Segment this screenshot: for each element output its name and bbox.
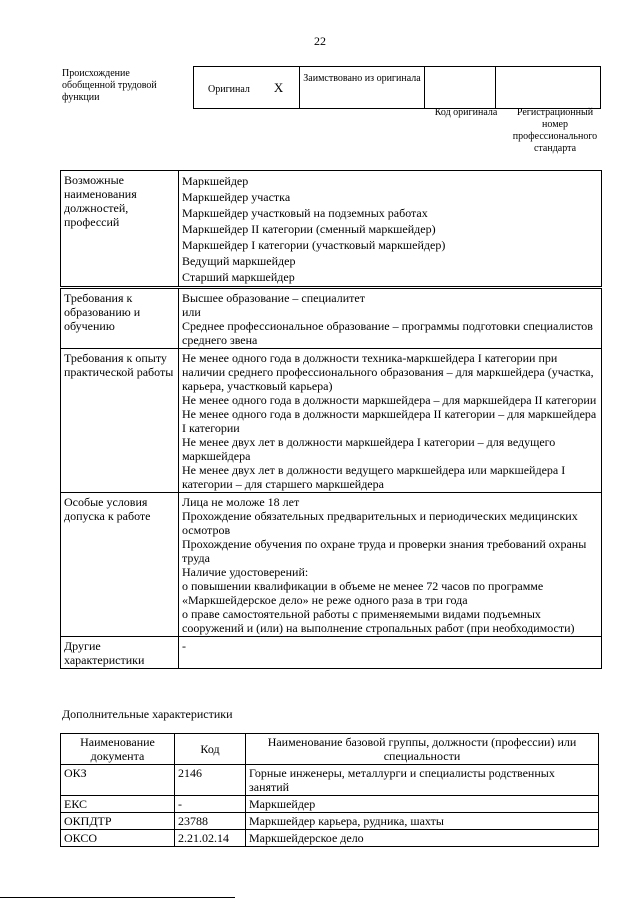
borrowed-label: Заимствовано из оригинала (300, 67, 425, 109)
name-cell: Горные инженеры, металлурги и специалисты родственных занятий (246, 765, 599, 796)
registration-caption: Регистрационный номер профессионального стандарта (512, 107, 598, 154)
page-number: 22 (314, 34, 326, 48)
requirements-table (60, 288, 602, 669)
original-label: Оригинал (208, 83, 250, 95)
footer-rule (0, 897, 235, 898)
doc-cell: ОКПДТР (61, 813, 175, 830)
code-cell: 23788 (175, 813, 246, 830)
position-item: Маркшейдер I категории (участковый маркшейдер) (182, 238, 446, 252)
requirement-line: или (182, 305, 201, 319)
requirement-row-admission (61, 493, 602, 637)
header-name: Наименование базовой группы, должности (профессии) или специальности (246, 734, 599, 765)
doc-cell: ОКЗ (61, 765, 175, 796)
requirement-row-education (61, 289, 602, 349)
doc-cell: ЕКС (61, 796, 175, 813)
position-item: Маркшейдер участковый на подземных работах (182, 206, 428, 220)
position-item: Старший маркшейдер (182, 270, 295, 284)
requirement-line: о повышении квалификации в объеме не менее 72 часов по программе «Маркшейдерское дело» не реже одного раза в три года (182, 579, 544, 607)
original-code-cell (425, 67, 496, 109)
requirement-line: Не менее одного года в должности маркшейдера II категории – для маркшейдера I категории (182, 407, 597, 435)
code-cell: 2.21.02.14 (175, 830, 246, 847)
education-value (179, 289, 602, 349)
code-caption: Код оригинала (434, 107, 498, 118)
doc-cell: ОКСО (61, 830, 175, 847)
other-label: Другие характеристики (61, 637, 179, 669)
requirement-line: Не менее одного года в должности маркшейдера – для маркшейдера II категории (182, 393, 597, 407)
requirement-line: Прохождение обязательных предварительных и периодических медицинских осмотров (182, 509, 578, 537)
requirement-line: Не менее двух лет в должности маркшейдера I категории – для ведущего маркшейдера (182, 435, 556, 463)
positions-label: Возможные наименования должностей, профессий (61, 171, 179, 287)
requirement-line: Среднее профессиональное образование – программы подготовки специалистов среднего звена (182, 319, 593, 347)
requirement-line: Не менее одного года в должности техника-маркшейдера I категории при наличии среднего профессионального образования – для маркшейдера (участка, карьера, участковый карьера) (182, 351, 594, 393)
education-label: Требования к образованию и обучению (61, 289, 179, 349)
name-cell: Маркшейдер (246, 796, 599, 813)
code-cell: - (175, 796, 246, 813)
requirement-line: Не менее двух лет в должности ведущего маркшейдера или маркшейдера I категории – для старшего маркшейдера (182, 463, 566, 491)
admission-value (179, 493, 602, 637)
additional-table (60, 733, 599, 847)
position-item: Маркшейдер (182, 174, 249, 188)
registration-number-cell (496, 67, 601, 109)
name-cell: Маркшейдерское дело (246, 830, 599, 847)
requirement-line: Высшее образование – специалитет (182, 291, 365, 305)
original-mark: X (273, 79, 284, 95)
table-row (61, 813, 599, 830)
code-cell: 2146 (175, 765, 246, 796)
other-value (179, 637, 602, 669)
origin-label: Происхождение обобщенной трудовой функции (62, 68, 157, 103)
requirement-line: Лица не моложе 18 лет (182, 495, 300, 509)
table-row (61, 765, 599, 796)
requirement-row-experience (61, 349, 602, 493)
origin-original-cell (194, 67, 300, 109)
origin-table (193, 66, 601, 109)
position-item: Ведущий маркшейдер (182, 254, 296, 268)
additional-header-row (61, 734, 599, 765)
requirement-line: о праве самостоятельной работы с применяемыми видами подъемных сооружений и (или) на выполнение стропальных работ (при необходимости) (182, 607, 575, 635)
header-document: Наименование документа (61, 734, 175, 765)
header-code: Код (175, 734, 246, 765)
requirement-line: - (182, 639, 186, 653)
positions-list (179, 171, 602, 287)
requirement-row-other (61, 637, 602, 669)
position-item: Маркшейдер участка (182, 190, 291, 204)
experience-value (179, 349, 602, 493)
table-row (61, 796, 599, 813)
admission-label: Особые условия допуска к работе (61, 493, 179, 637)
requirement-line: Наличие удостоверений: (182, 565, 309, 579)
requirement-line: Прохождение обучения по охране труда и проверки знания требований охраны труда (182, 537, 587, 565)
experience-label: Требования к опыту практической работы (61, 349, 179, 493)
table-row (61, 830, 599, 847)
positions-table (60, 170, 602, 287)
name-cell: Маркшейдер карьера, рудника, шахты (246, 813, 599, 830)
additional-title: Дополнительные характеристики (62, 707, 233, 721)
position-item: Маркшейдер II категории (сменный маркшейдер) (182, 222, 436, 236)
